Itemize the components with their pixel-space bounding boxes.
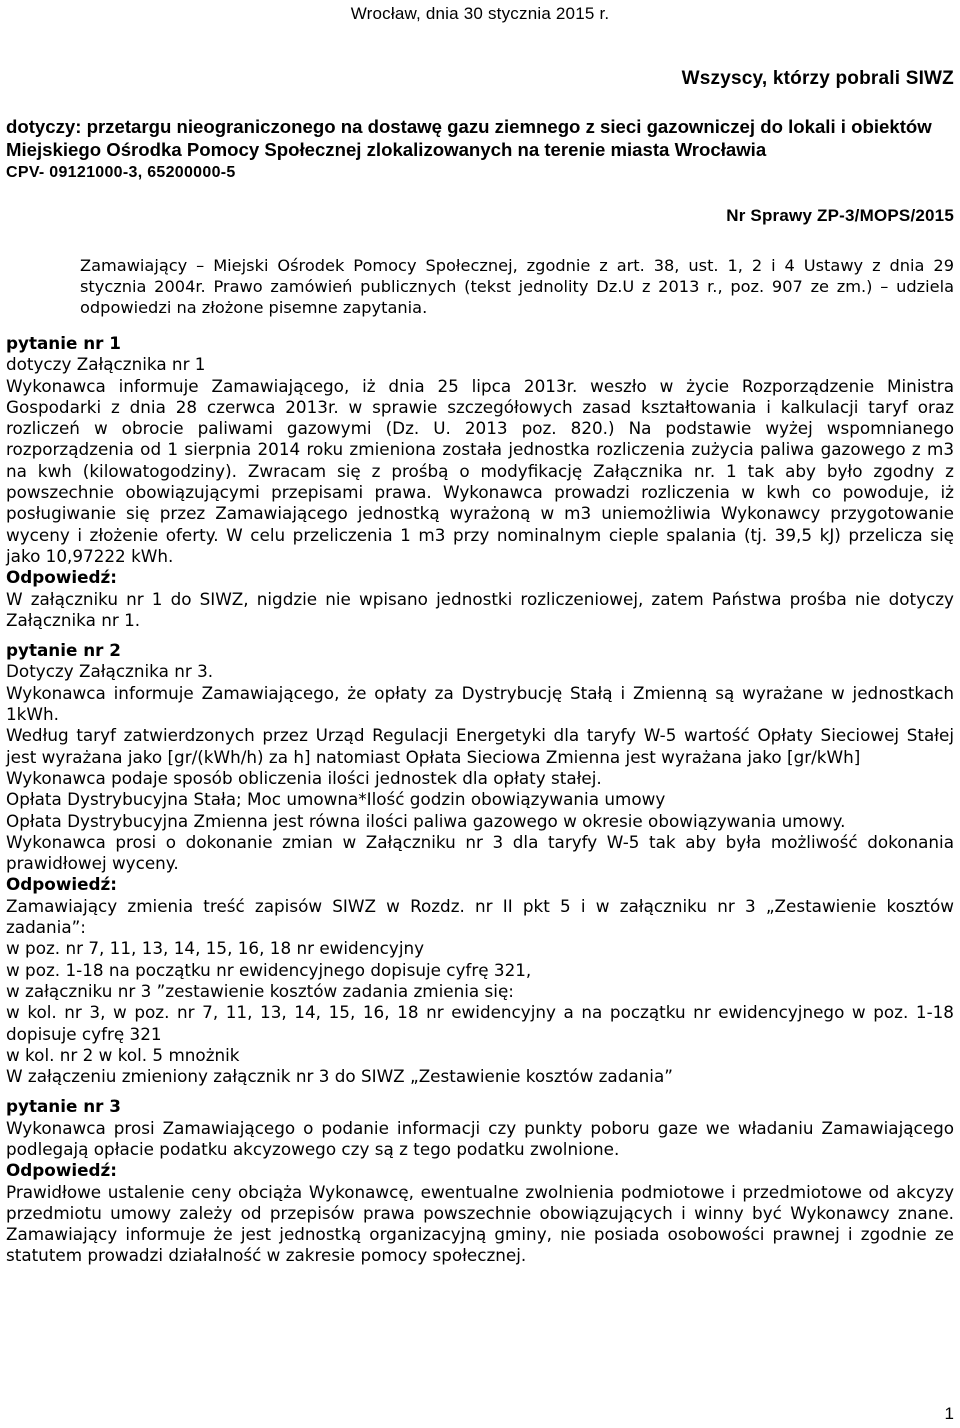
question-1-title: pytanie nr 1: [6, 333, 121, 353]
question-2-para-2: Według taryf zatwierdzonych przez Urząd Regulacji Energetyki dla taryfy W-5 wartość Opłaty Sieciowej Stałej jest wyrażana jako [gr/(kWh/h) za h] natomiast Opłata Sieciowa Zmienna jest wyrażana jako [gr/kWh]: [6, 725, 954, 767]
intro-paragraph: [6, 255, 954, 318]
answer-1-label: Odpowiedź:: [6, 567, 117, 588]
answer-2-line-1: Zamawiający zmienia treść zapisów SIWZ w Rozdz. nr II pkt 5 i w załączniku nr 3 „Zestawienie kosztów zadania”:: [6, 895, 954, 938]
intro-text: Zamawiający – Miejski Ośrodek Pomocy Społecznej, zgodnie z art. 38, ust. 1, 2 i 4 Ustawy z dnia 29 stycznia 2004r. Prawo zamówień publicznych (tekst jednolity Dz.U z 2013 r., poz. 907 ze zm.) – udziela odpowiedzi na złożone pisemne zapytania.: [80, 256, 954, 317]
page-number: 1: [944, 1404, 954, 1423]
answer-3-text: Prawidłowe ustalenie ceny obciąża Wykonawcę, ewentualne zwolnienia podmiotowe i przedmiotowe od akcyzy przedmiotu umowy zależy od przepisów prawa powszechnie obowiązujących i winny być Wykonawcy znane. Zamawiający informuje że jest jednostką organizacyjną gminy, nie posiada osobowości prawnej i zgodnie ze statutem prowadzi działalność w zakresie pomocy społecznej.: [6, 1181, 954, 1266]
document-body: [6, 333, 954, 1267]
answer-2-label: Odpowiedź:: [6, 874, 117, 895]
answer-2-line-3: w poz. 1-18 na początku nr ewidencyjnego dopisuje cyfrę 321,: [6, 959, 532, 980]
cpv-codes: CPV- 09121000-3, 65200000-5: [6, 164, 236, 181]
question-2-subtitle: Dotyczy Załącznika nr 3.: [6, 661, 214, 682]
question-2-para-3: Wykonawca podaje sposób obliczenia ilości jednostek dla opłaty stałej.: [6, 767, 602, 788]
subject-text: dotyczy: przetargu nieograniczonego na dostawę gazu ziemnego z sieci gazowniczej do lokali i obiektów Miejskiego Ośrodka Pomocy Społecznej zlokalizowanych na terenie miasta Wrocławia: [6, 116, 932, 160]
question-2-para-5: Opłata Dystrybucyjna Zmienna jest równa ilości paliwa gazowego w okresie obowiązywania umowy.: [6, 810, 846, 831]
question-2-title: pytanie nr 2: [6, 640, 121, 661]
answer-2-line-2: w poz. nr 7, 11, 13, 14, 15, 16, 18 nr ewidencyjny: [6, 938, 425, 959]
spacer: [6, 631, 954, 640]
question-2-para-6: Wykonawca prosi o dokonanie zmian w Załączniku nr 3 dla taryfy W-5 tak aby była możliwość dokonania prawidłowej wyceny.: [6, 831, 954, 874]
date-line: Wrocław, dnia 30 stycznia 2015 r.: [350, 4, 610, 23]
answer-2-line-7: W załączeniu zmieniony załącznik nr 3 do SIWZ „Zestawienie kosztów zadania”: [6, 1066, 673, 1087]
case-number: Nr Sprawy ZP-3/MOPS/2015: [726, 206, 954, 225]
recipients-line: Wszyscy, którzy pobrali SIWZ: [681, 68, 954, 89]
answer-2-line-6: w kol. nr 2 w kol. 5 mnożnik: [6, 1044, 240, 1065]
subject-block: [6, 115, 954, 184]
answer-1-text: W załączniku nr 1 do SIWZ, nigdzie nie wpisano jednostki rozliczeniowej, zatem Państwa prośba nie dotyczy Załącznika nr 1.: [6, 588, 954, 630]
question-1-text: Wykonawca informuje Zamawiającego, iż dnia 25 lipca 2013r. weszło w życie Rozporządzenie Ministra Gospodarki z dnia 28 czerwca 2013r. w sprawie szczegółowych zasad kształtowania i kalkulacji taryf oraz rozliczeń w obrocie paliwami gazowymi (Dz. U. 2013 poz. 820.) Na podstawie wyżej wspomnianego rozporządzenia od 1 sierpnia 2014 roku zmieniona została jednostka rozliczenia zużycia paliwa gazowego z m3 na kwh (kilowatogodziny). Zwracam się z prośbą o modyfikację Załącznika nr. 1 tak aby było zgodny z powszechnie obowiązującymi przepisami prawa. Wykonawca prowadzi rozliczenia w kwh co powoduje, iż posługiwanie się przez Zamawiającego jednostką wyrażoną w m3 uniemożliwia Wykonawcy przygotowanie wyceny i złożenie oferty. W celu przeliczenia 1 m3 przy nominalnym cieple spalania (tj. 39,5 kJ) przelicza się jako 10,97222 kWh.: [6, 375, 954, 566]
question-1-subtitle: dotyczy Załącznika nr 1: [6, 354, 206, 375]
answer-2-line-4: w załączniku nr 3 ”zestawienie kosztów zadania zmienia się:: [6, 980, 514, 1001]
answer-3-label: Odpowiedź:: [6, 1160, 117, 1181]
question-2-para-1: Wykonawca informuje Zamawiającego, że opłaty za Dystrybucję Stałą i Zmienną są wyrażane w jednostkach 1kWh.: [6, 682, 954, 725]
question-3-title: pytanie nr 3: [6, 1096, 121, 1117]
answer-2-line-5: w kol. nr 3, w poz. nr 7, 11, 13, 14, 15, 16, 18 nr ewidencyjny a na początku nr ewidencyjnego w poz. 1-18 dopisuje cyfrę 321: [6, 1002, 954, 1044]
question-2-para-4: Opłata Dystrybucyjna Stała; Moc umowna*Ilość godzin obowiązywania umowy: [6, 789, 666, 810]
question-3-text: Wykonawca prosi Zamawiającego o podanie informacji czy punkty poboru gaze we władaniu Zamawiającego podlegają opłacie podatku akcyzowego czy są z tego podatku zwolnione.: [6, 1117, 954, 1159]
spacer: [6, 1087, 954, 1096]
